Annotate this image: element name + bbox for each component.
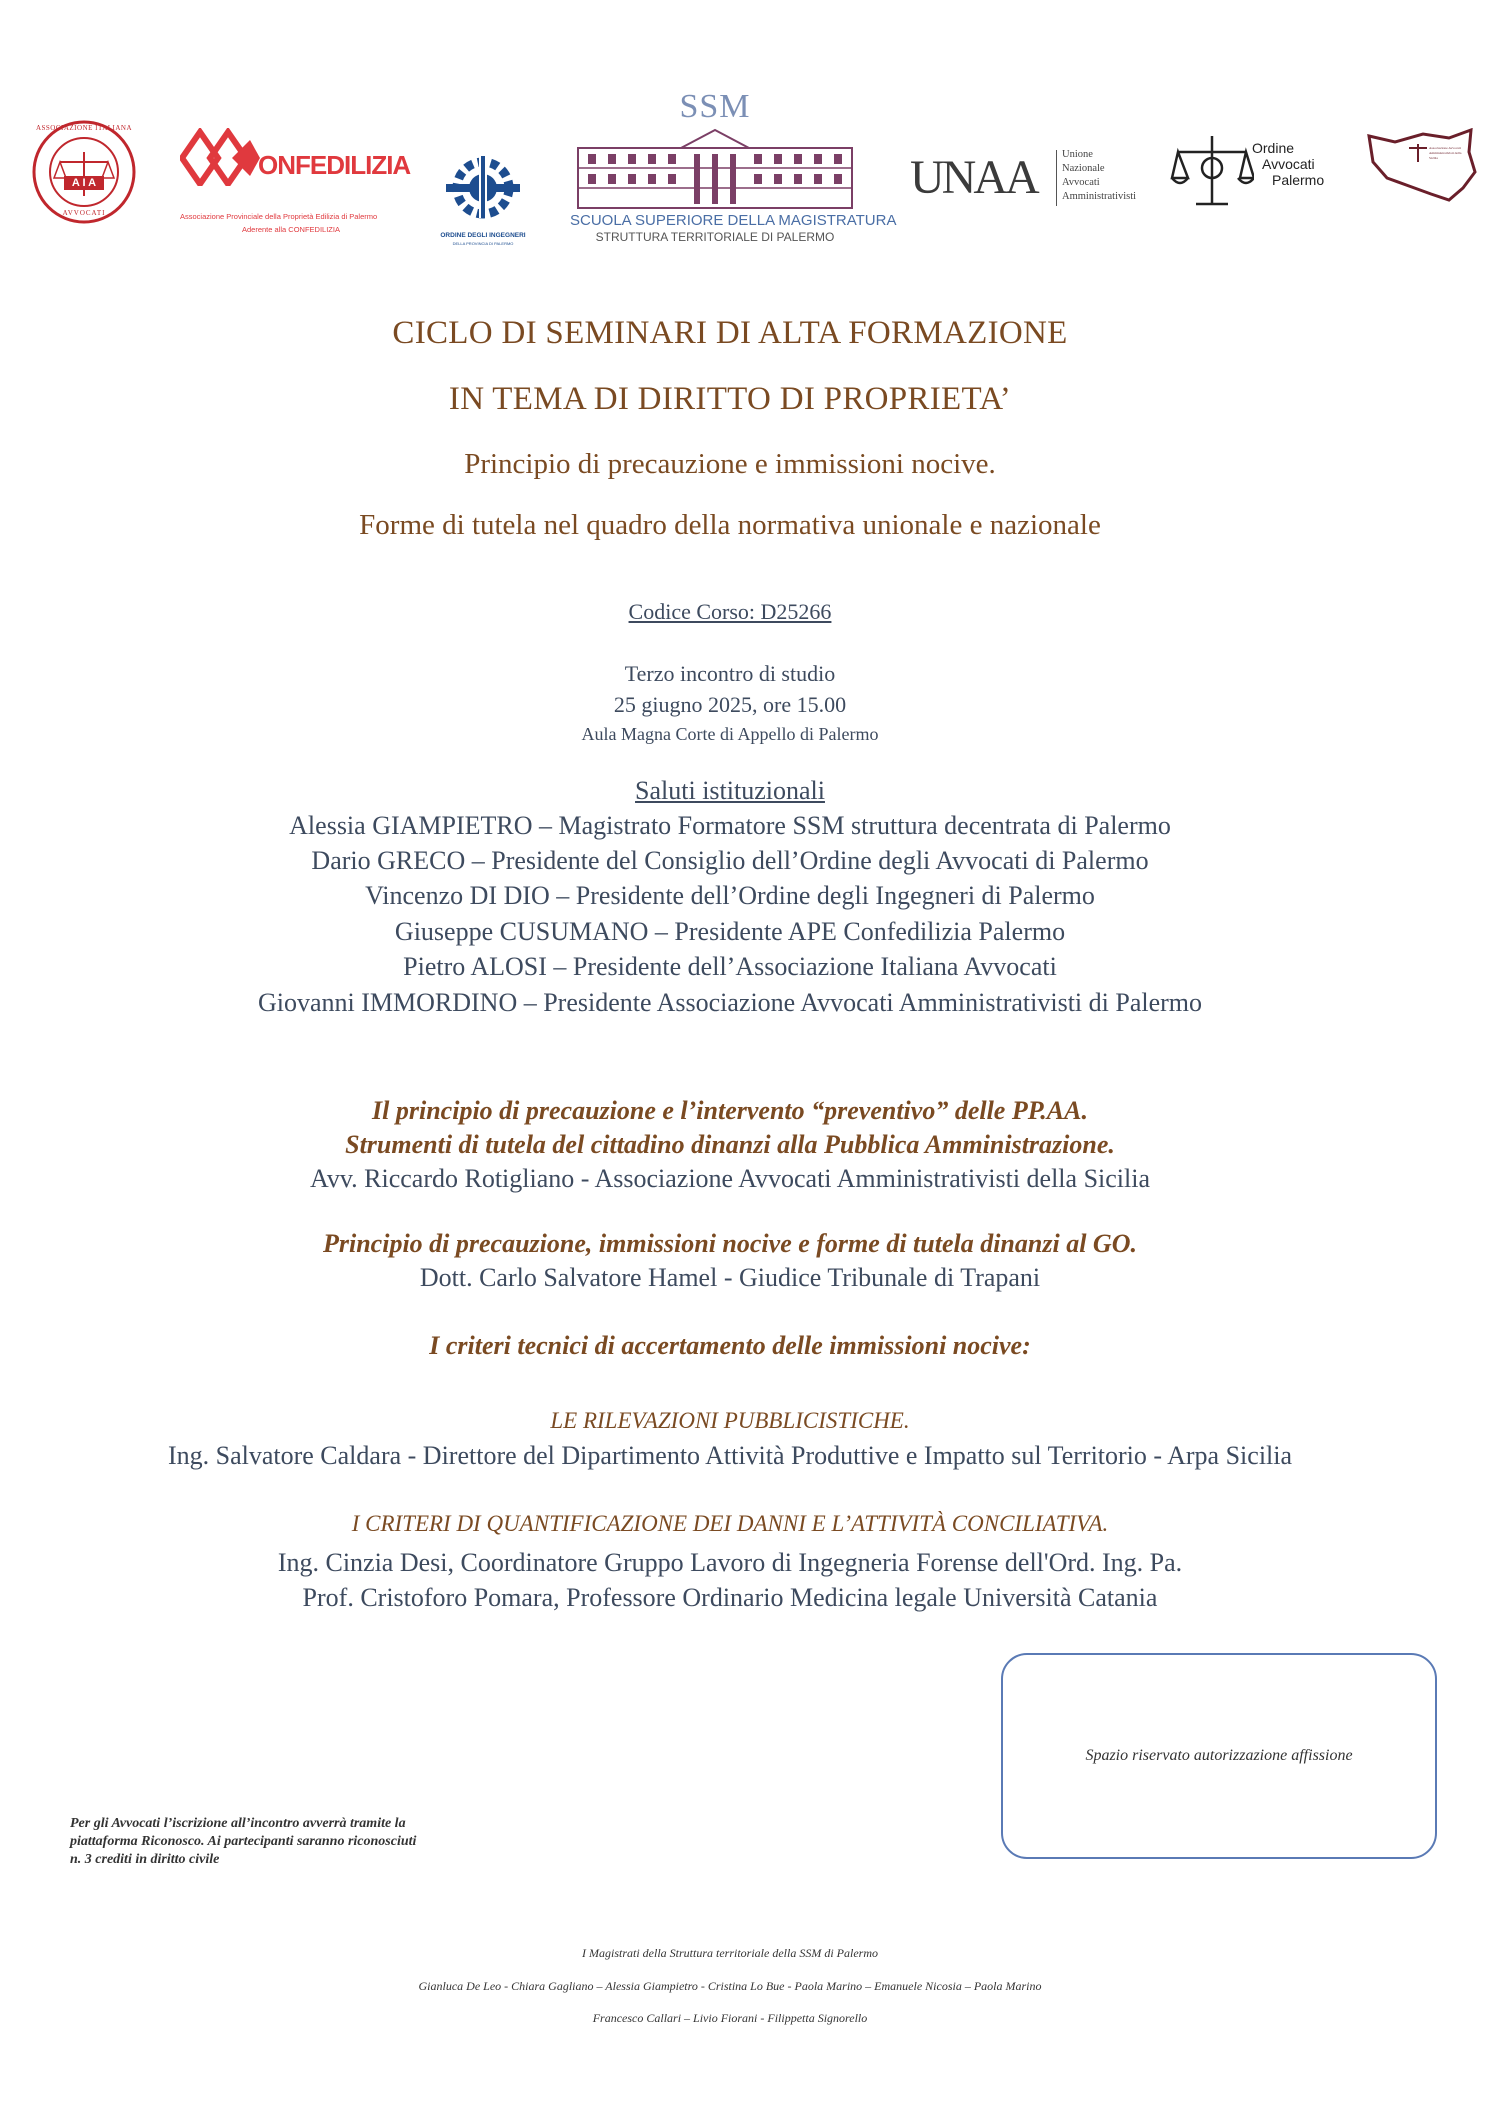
registration-note: Per gli Avvocati l’iscrizione all’incontro avverrà tramite la piattaforma Riconosco. Ai partecipanti saranno riconosciuti n. 3 crediti in diritto civile [70,1816,417,1867]
topic-2: Principio di precauzione, immissioni nocive e forme di tutela dinanzi al GO. [323,1229,1137,1258]
meeting-label: Terzo incontro di studio [624,661,836,686]
ingegneri-logo [438,150,538,250]
meeting-datetime: 25 giugno 2025, ore 15.00 [613,692,847,717]
meeting-venue: Aula Magna Corte di Appello di Palermo [581,724,879,744]
sicilia-text: Associazione Avvocati Amministrativisti della Sicilia [1429,146,1462,160]
una-line: Amministrativisti [1062,191,1137,202]
subtitle-line-1: Principio di precauzione e immissioni nocive. [464,448,996,480]
subtitle-line-2: Forme di tutela nel quadro della normativa unionale e nazionale [359,509,1101,541]
ssm-line1: SCUOLA SUPERIORE DELLA MAGISTRATURA [570,212,897,229]
una-acronym: UNAA [910,151,1037,204]
subtopic-2: I CRITERI DI QUANTIFICAZIONE DEI DANNI E L’ATTIVITÀ CONCILIATIVA. [351,1511,1109,1536]
ssm-building-icon [576,128,854,210]
authorization-box-label: Spazio riservato autorizzazione affissione [1085,1747,1353,1764]
una-line: Nazionale [1062,163,1105,174]
greeting-item: Giovanni IMMORDINO – Presidente Associazione Avvocati Amministrativisti di Palermo [257,988,1203,1017]
confedilizia-emblem-icon [180,128,260,186]
aia-logo [30,118,138,226]
aia-bottom-text: AVVOCATI [62,209,106,217]
confedilizia-name: ONFEDILIZIA [258,150,411,180]
ingegneri-caption: ORDINE DEGLI INGEGNERI [440,232,526,239]
una-divider [1056,150,1057,206]
una-logo [910,148,1142,210]
ssm-logo [570,88,897,248]
ordine-avvocati-logo [1170,130,1330,214]
greeting-item: Giuseppe CUSUMANO – Presidente APE Confedilizia Palermo [394,917,1066,946]
course-code: Codice Corso: D25266 [628,599,832,624]
aia-ring-text: ASSOCIAZIONE ITALIANA [35,124,133,132]
subtopic-1: LE RILEVAZIONI PUBBLICISTICHE. [550,1408,910,1433]
ordine-line: Ordine [1252,140,1295,156]
speaker-2: Dott. Carlo Salvatore Hamel - Giudice Tribunale di Trapani [419,1263,1041,1292]
footer-line-2: Gianluca De Leo - Chiara Gagliano – Alessia Giampietro - Cristina Lo Bue - Paola Marino – Emanuele Nicosia – Paola Marino [418,1979,1042,1993]
una-line: Avvocati [1062,177,1100,188]
footer-line-3: Francesco Callari – Livio Fiorani - Filippetta Signorello [592,2011,868,2025]
topic-1-line-2: Strumenti di tutela del cittadino dinanzi alla Pubblica Amministrazione. [345,1130,1115,1159]
una-lines [1062,148,1136,204]
confedilizia-line2: Aderente alla CONFEDILIZIA [242,225,340,234]
greeting-item: Alessia GIAMPIETRO – Magistrato Formatore SSM struttura decentrata di Palermo [289,811,1171,840]
topic-1-line-1: Il principio di precauzione e l’intervento “preventivo” delle PP.AA. [372,1096,1088,1125]
greeting-item: Dario GRECO – Presidente del Consiglio dell’Ordine degli Avvocati di Palermo [311,846,1149,875]
confedilizia-logo [180,128,410,238]
ordine-avvocati-text [1252,140,1324,188]
greeting-item: Vincenzo DI DIO – Presidente dell’Ordine degli Ingegneri di Palermo [365,881,1095,910]
greetings-heading: Saluti istituzionali [635,776,825,805]
sicilia-logo [1365,128,1477,204]
greeting-item: Pietro ALOSI – Presidente dell’Associazione Italiana Avvocati [403,952,1057,981]
title-line-1: CICLO DI SEMINARI DI ALTA FORMAZIONE [392,315,1068,351]
ssm-acronym: SSM [679,88,751,125]
authorization-box [1001,1653,1437,1859]
ordine-line: Avvocati [1262,156,1315,172]
gear-icon [438,150,528,228]
footer-line-1: I Magistrati della Struttura territoriale della SSM di Palermo [582,1946,878,1960]
speaker-3: Ing. Salvatore Caldara - Direttore del Dipartimento Attività Produttive e Impatto sul Territorio - Arpa Sicilia [167,1441,1293,1470]
scales-of-justice-icon [1170,130,1254,214]
sicily-map-icon [1365,128,1477,204]
aia-letters: A I A [71,177,97,189]
ingegneri-sub: DELLA PROVINCIA DI PALERMO [452,241,514,246]
speaker-1: Avv. Riccardo Rotigliano - Associazione Avvocati Amministrativisti della Sicilia [309,1164,1151,1193]
confedilizia-line1: Associazione Provinciale della Proprietà Edilizia di Palermo [180,212,378,221]
ssm-line2: STRUTTURA TERRITORIALE DI PALERMO [595,230,835,244]
ordine-line: Palermo [1272,172,1325,188]
topic-3: I criteri tecnici di accertamento delle immissioni nocive: [429,1331,1031,1360]
speaker-4: Ing. Cinzia Desi, Coordinatore Gruppo Lavoro di Ingegneria Forense dell'Ord. Ing. Pa. [277,1548,1183,1577]
title-line-2: IN TEMA DI DIRITTO DI PROPRIETA’ [448,381,1012,417]
una-line: Unione [1062,149,1093,160]
speaker-5: Prof. Cristoforo Pomara, Professore Ordinario Medicina legale Università Catania [302,1583,1158,1612]
